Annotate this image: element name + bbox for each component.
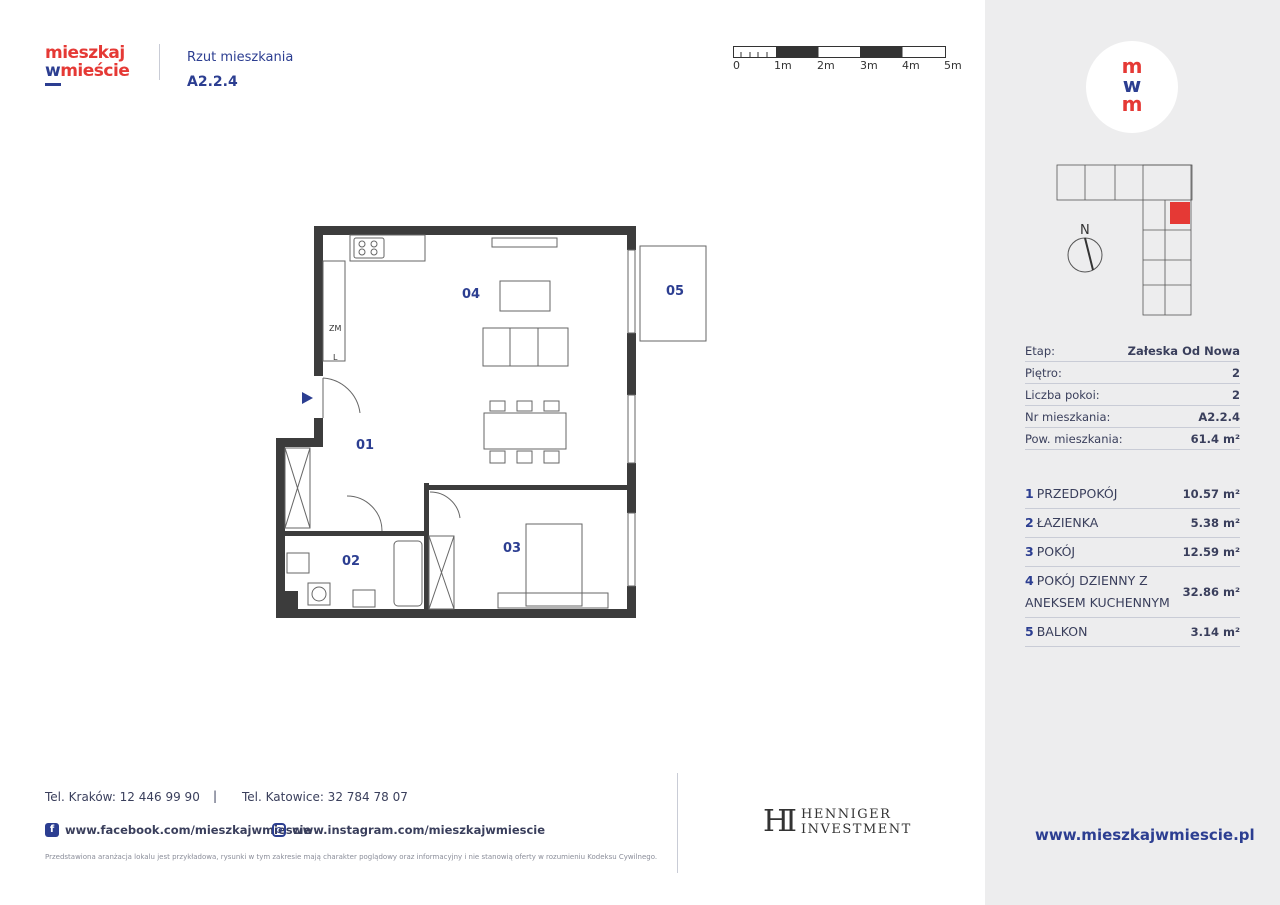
- phone-katowice[interactable]: Tel. Katowice: 32 784 78 07: [242, 790, 408, 804]
- page-title: Rzut mieszkania: [187, 50, 294, 65]
- info-row: Piętro: 2: [1025, 362, 1240, 384]
- room-row: 3 POKÓJ 12.59 m²: [1025, 538, 1240, 567]
- room-label-01: 01: [356, 438, 375, 453]
- partner-name-line1: HENNIGER: [801, 806, 892, 822]
- kitchen-label-zm: ZM: [329, 324, 342, 333]
- scale-label: 2m: [817, 59, 835, 72]
- building-key-plan: [1055, 160, 1195, 324]
- footer-divider: [677, 773, 678, 873]
- room-label-02: 02: [342, 554, 361, 569]
- info-row: Nr mieszkania: A2.2.4: [1025, 406, 1240, 428]
- room-row: 4 POKÓJ DZIENNY Z ANEKSEM KUCHENNYM 32.86 m²: [1025, 567, 1240, 618]
- room-row: 1 PRZEDPOKÓJ 10.57 m²: [1025, 480, 1240, 509]
- badge-letter: m: [1121, 54, 1143, 78]
- header-divider: [159, 44, 160, 80]
- phone-krakow[interactable]: Tel. Kraków: 12 446 99 90: [45, 790, 200, 804]
- logo-line2: wmieście: [45, 61, 130, 81]
- kitchen-label-l: L: [333, 353, 338, 362]
- info-row: Liczba pokoi: 2: [1025, 384, 1240, 406]
- apartment-info: [1025, 340, 1240, 450]
- room-row: 2 ŁAZIENKA 5.38 m²: [1025, 509, 1240, 538]
- instagram-link[interactable]: [272, 823, 545, 837]
- partner-name-line2: INVESTMENT: [801, 821, 912, 837]
- info-panel: [985, 0, 1280, 905]
- room-list: [1025, 480, 1240, 647]
- logo-line1: mieszkaj: [45, 43, 125, 63]
- compass-label: N: [1080, 223, 1090, 238]
- room-label-05: 05: [666, 284, 685, 299]
- instagram-icon: [272, 823, 286, 837]
- badge-letter: w: [1122, 73, 1142, 97]
- key-plan-drawing: [1055, 160, 1195, 320]
- facebook-url: www.facebook.com/mieszkajwmiescie: [65, 823, 312, 837]
- instagram-url: www.instagram.com/mieszkajwmiescie: [292, 823, 546, 837]
- brand-badge: [1086, 41, 1178, 133]
- facebook-icon: f: [45, 823, 59, 837]
- brand-logo[interactable]: [45, 44, 145, 86]
- logo-underline: [45, 83, 61, 86]
- scale-label: 4m: [902, 59, 920, 72]
- info-row: Pow. mieszkania: 61.4 m²: [1025, 428, 1240, 450]
- website-link[interactable]: www.mieszkajwmiescie.pl: [1035, 826, 1255, 844]
- room-row: 5 BALKON 3.14 m²: [1025, 618, 1240, 647]
- disclaimer-text: Przedstawiona aranżacja lokalu jest przykładowa, rysunki w tym zakresie mają charakter poglądowy oraz informacyjny i nie stanowią oferty w rozumieniu Kodeksu Cywilnego.: [45, 853, 658, 861]
- floor-plan-drawing: [270, 218, 715, 628]
- partner-logo: [763, 804, 912, 839]
- scale-label: 3m: [860, 59, 878, 72]
- badge-letter: m: [1121, 92, 1143, 116]
- scale-label: 1m: [774, 59, 792, 72]
- room-label-03: 03: [503, 541, 522, 556]
- info-row: Etap: Załeska Od Nowa: [1025, 340, 1240, 362]
- apartment-code: A2.2.4: [187, 74, 238, 90]
- phone-separator: |: [213, 789, 218, 803]
- scale-bar-graphic: [733, 46, 948, 60]
- scale-label: 5m: [944, 59, 962, 72]
- scale-bar: [733, 45, 962, 72]
- floor-plan: [270, 218, 715, 632]
- scale-label: 0: [733, 59, 740, 72]
- partner-logo-mark-icon: HI: [763, 804, 794, 839]
- room-label-04: 04: [462, 287, 481, 302]
